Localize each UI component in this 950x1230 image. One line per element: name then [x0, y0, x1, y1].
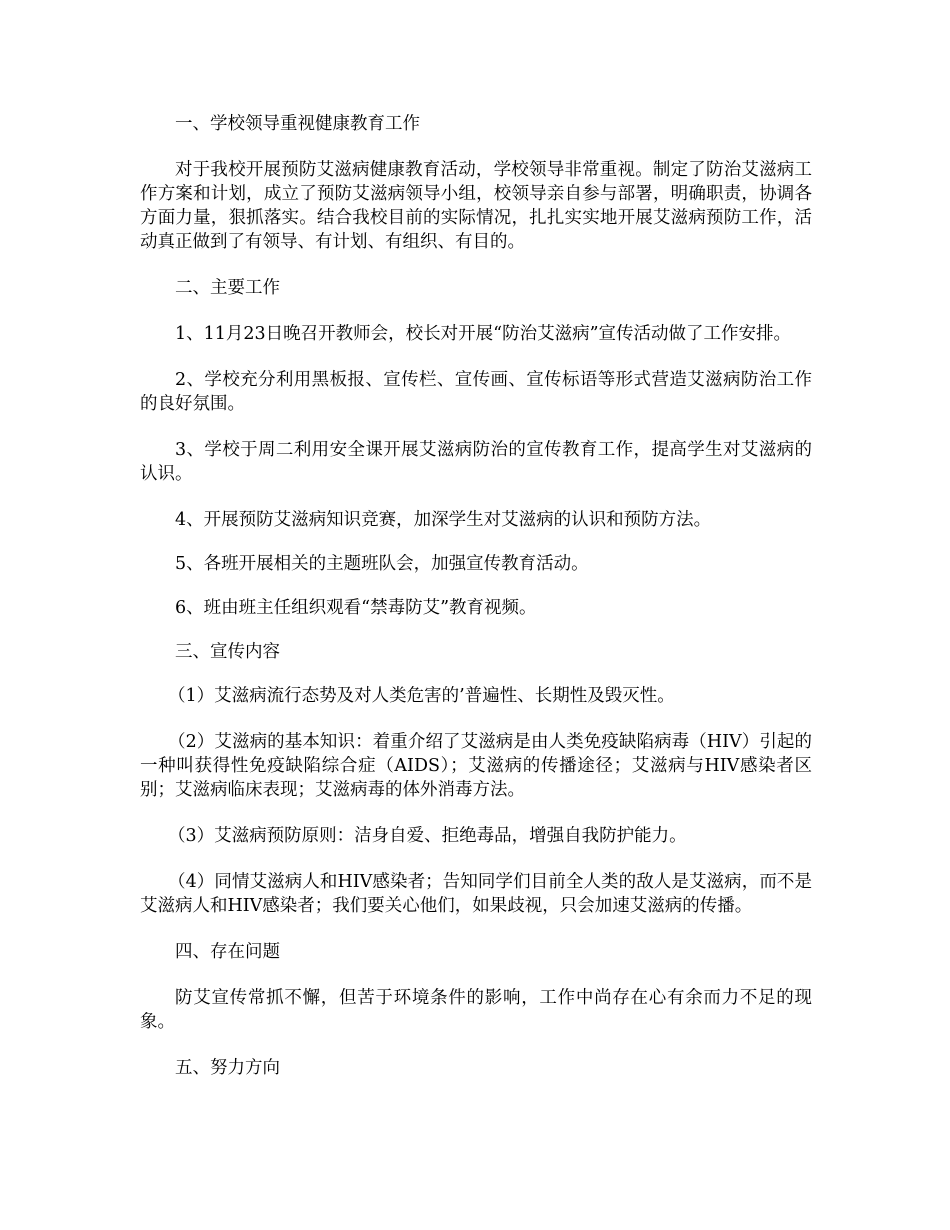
content-item-3: （3）艾滋病预防原则：洁身自爱、拒绝毒品，增强自我防护能力。	[168, 826, 687, 846]
work-item-3: 3、学校于周二利用安全课开展艾滋病防治的宣传教育工作，提高学生对艾滋病的认识。	[140, 440, 812, 484]
section-heading-5: 五、努力方向	[175, 1058, 280, 1078]
section-heading-2: 二、主要工作	[175, 278, 280, 298]
section-heading-4: 四、存在问题	[175, 942, 280, 962]
content-item-1: （1）艾滋病流行态势及对人类危害的’普遍性、长期性及毁灭性。	[168, 686, 675, 706]
section-heading-1: 一、学校领导重视健康教育工作	[175, 114, 420, 134]
work-item-6: 6、班由班主任组织观看“禁毒防艾”教育视频。	[175, 598, 537, 618]
work-item-5: 5、各班开展相关的主题班队会，加强宣传教育活动。	[175, 554, 589, 574]
content-item-4: （4）同情艾滋病人和HIV感染者；告知同学们目前全人类的敌人是艾滋病，而不是艾滋病人和HIV感染者；我们要关心他们，如果歧视，只会加速艾滋病的传播。	[140, 872, 812, 916]
paragraph-problems: 防艾宣传常抓不懈，但苦于环境条件的影响，工作中尚存在心有余而力不足的现象。	[140, 988, 812, 1032]
work-item-1: 1、11月23日晚召开教师会，校长对开展“防治艾滋病”宣传活动做了工作安排。	[175, 324, 792, 344]
work-item-2: 2、学校充分利用黑板报、宣传栏、宣传画、宣传标语等形式营造艾滋病防治工作的良好氛围。	[140, 370, 812, 414]
paragraph-leadership: 对于我校开展预防艾滋病健康教育活动，学校领导非常重视。制定了防治艾滋病工作方案和计划，成立了预防艾滋病领导小组，校领导亲自参与部署，明确职责，协调各方面力量，狠抓落实。结合我校目前的实际情况，扎扎实实地开展艾滋病预防工作，活动真正做到了有领导、有计划、有组织、有目的。	[140, 160, 812, 252]
section-heading-3: 三、宣传内容	[175, 642, 280, 662]
document-body	[140, 112, 812, 1080]
content-item-2: （2）艾滋病的基本知识：着重介绍了艾滋病是由人类免疫缺陷病毒（HIV）引起的一种叫获得性免疫缺陷综合症（AIDS）；艾滋病的传播途径；艾滋病与HIV感染者区别；艾滋病临床表现；艾滋病毒的体外消毒方法。	[140, 732, 812, 800]
work-item-4: 4、开展预防艾滋病知识竞赛，加深学生对艾滋病的认识和预防方法。	[175, 510, 712, 530]
